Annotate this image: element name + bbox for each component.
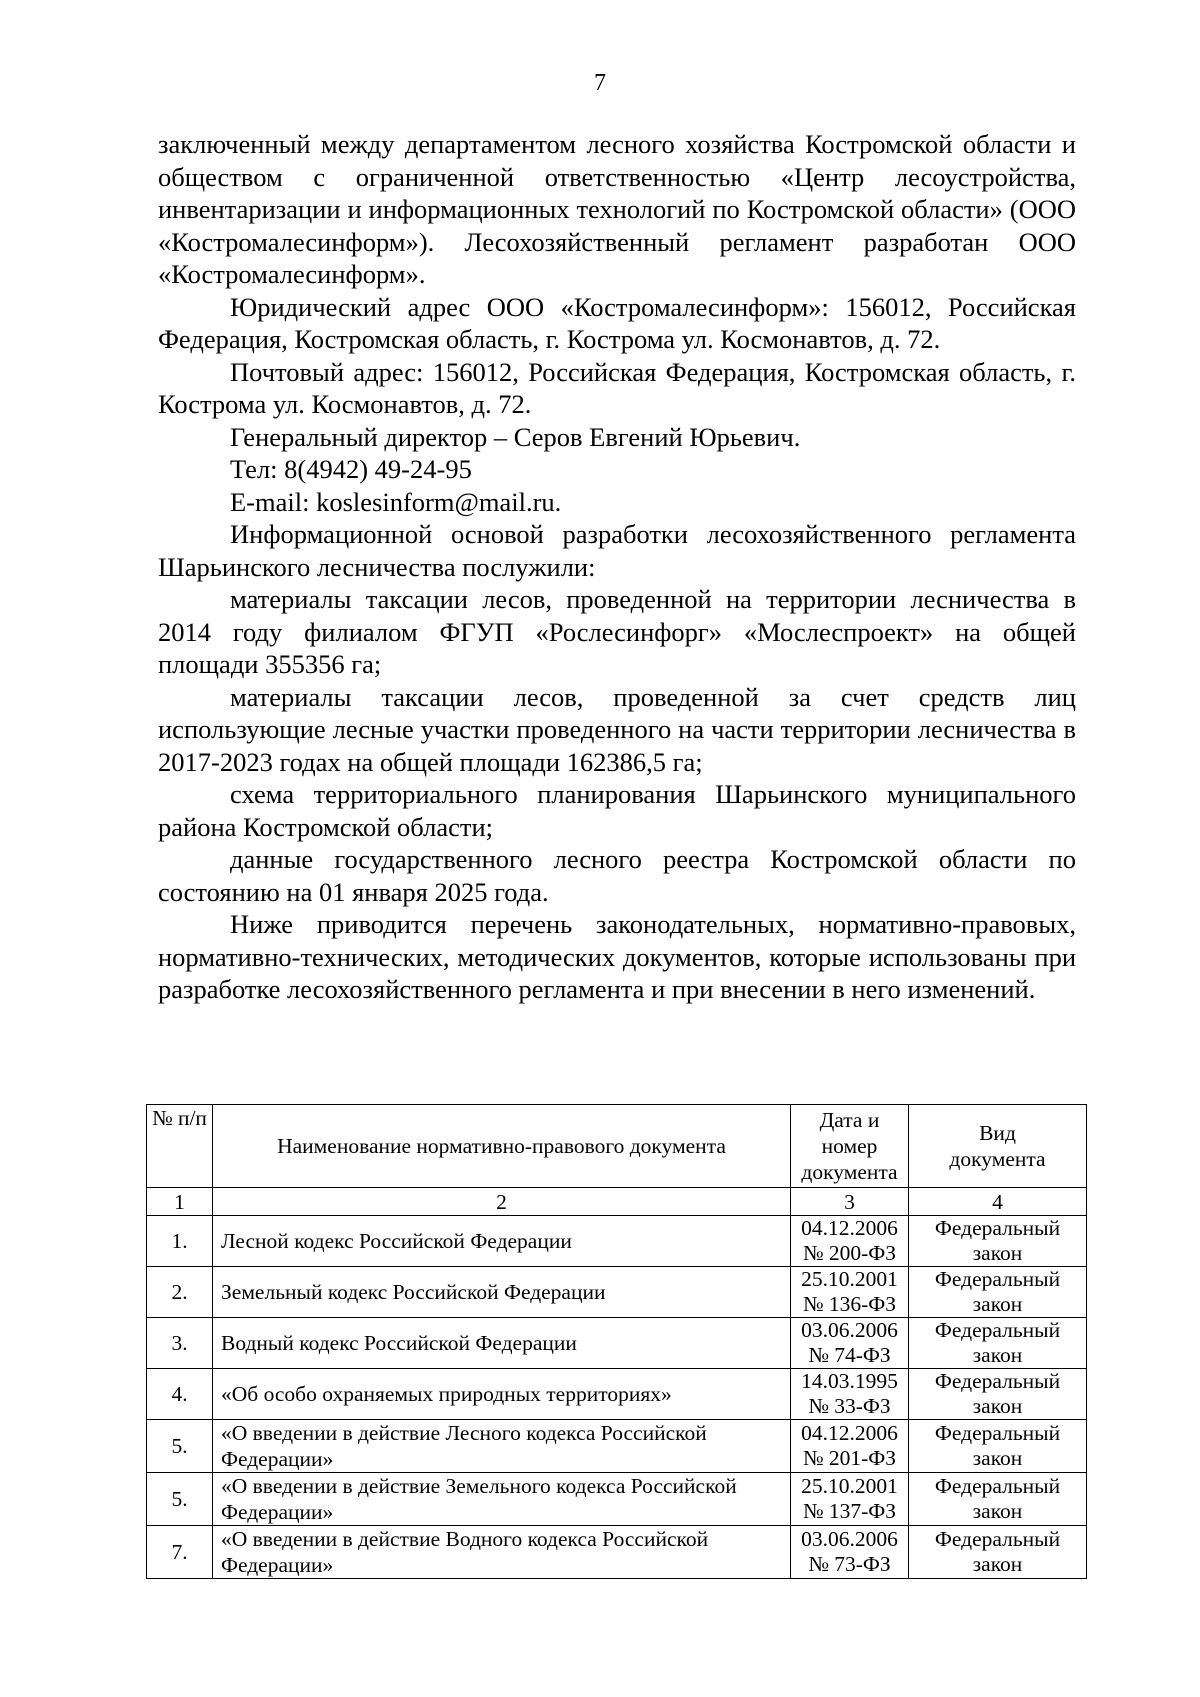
table-row: [147, 1216, 1087, 1267]
row-kind-line: закон: [972, 1552, 1023, 1576]
paragraph: E-mail: koslesinform@mail.ru.: [230, 486, 562, 517]
row-doc-number: № 73-ФЗ: [808, 1552, 891, 1576]
row-kind-line: Федеральный: [934, 1216, 1061, 1240]
row-num: 4.: [147, 1369, 213, 1420]
page-number: 7: [594, 70, 606, 96]
row-date: [791, 1267, 909, 1318]
row-date: [791, 1526, 909, 1579]
row-name: «О введении в действие Водного кодекса Российской Федерации»: [213, 1526, 791, 1579]
row-date: [791, 1420, 909, 1473]
row-name: Водный кодекс Российской Федерации: [213, 1318, 791, 1369]
paragraph: Генеральный директор – Серов Евгений Юрьевич.: [230, 421, 801, 452]
row-kind: [909, 1318, 1087, 1369]
paragraph: Тел: 8(4942) 49-24-95: [230, 454, 472, 484]
row-date: [791, 1473, 909, 1526]
table-row: [147, 1369, 1087, 1420]
row-doc-number: № 201-ФЗ: [802, 1446, 897, 1470]
row-date-value: 25.10.2001: [801, 1267, 898, 1291]
paragraph: Информационной основой разработки лесохозяйственного регламента Шарьинского лесничества послужили:: [158, 519, 1076, 582]
table-row: [147, 1526, 1087, 1579]
row-kind-line: Федеральный: [934, 1267, 1061, 1291]
paragraph: схема территориального планирования Шарьинского муниципального района Костромской области;: [158, 779, 1076, 842]
row-date-value: 04.12.2006: [801, 1216, 898, 1240]
row-num: 7.: [147, 1526, 213, 1579]
documents-table: [146, 1104, 1087, 1579]
paragraph: данные государственного лесного реестра Костромской области по состоянию на 01 января 2025 года.: [158, 844, 1076, 907]
column-number: 2: [213, 1188, 791, 1216]
paragraph: Ниже приводится перечень законодательных, нормативно-правовых, нормативно-технических, методических документов, которые использованы при разработке лесохозяйственного регламента и при внесении в него изменений.: [158, 909, 1076, 1004]
column-number: 4: [909, 1188, 1087, 1216]
row-date-value: 03.06.2006: [801, 1527, 898, 1551]
row-date-value: 03.06.2006: [801, 1318, 898, 1342]
row-date: [791, 1369, 909, 1420]
table-row: [147, 1473, 1087, 1526]
paragraph: Почтовый адрес: 156012, Российская Федерация, Костромская область, г. Кострома ул. Космонавтов, д. 72.: [158, 356, 1076, 419]
row-doc-number: № 137-ФЗ: [802, 1499, 897, 1523]
paragraph: материалы таксации лесов, проведенной на территории лесничества в 2014 году филиалом ФГУП «Рослесинфорг» «Мослеспроект» на общей площади 355356 га;: [158, 584, 1076, 679]
row-name: «Об особо охраняемых природных территориях»: [213, 1369, 791, 1420]
row-num: 3.: [147, 1318, 213, 1369]
row-kind-line: Федеральный: [934, 1474, 1061, 1498]
header-num: № п/п: [147, 1105, 213, 1188]
column-number: 1: [147, 1188, 213, 1216]
row-kind-line: Федеральный: [934, 1421, 1061, 1445]
row-date: [791, 1318, 909, 1369]
header-kind: Вид документа: [909, 1105, 1087, 1188]
column-number-row: [147, 1188, 1087, 1216]
column-number: 3: [791, 1188, 909, 1216]
row-num: 1.: [147, 1216, 213, 1267]
row-kind: [909, 1369, 1087, 1420]
row-kind-line: закон: [972, 1394, 1023, 1418]
row-doc-number: № 33-ФЗ: [808, 1394, 891, 1418]
row-date-value: 25.10.2001: [801, 1474, 898, 1498]
paragraph: материалы таксации лесов, проведенной за счет средств лиц использующие лесные участки проведенного на части территории лесничества в 2017-2023 годах на общей площади 162386,5 га;: [158, 681, 1076, 777]
header-date: Дата и номер документа: [791, 1105, 909, 1188]
row-doc-number: № 136-ФЗ: [802, 1292, 897, 1316]
body-text: [158, 128, 1076, 1006]
table-row: [147, 1420, 1087, 1473]
row-doc-number: № 74-ФЗ: [808, 1343, 891, 1367]
paragraph: заключенный между департаментом лесного хозяйства Костромской области и обществом с ограниченной ответственностью «Центр лесоустройства, инвентаризации и информационных технологий по Костромской области» (ООО «Костромалесинформ»). Лесохозяйственный регламент разработан ООО «Костромалесинформ».: [158, 129, 1076, 289]
row-kind: [909, 1473, 1087, 1526]
row-kind: [909, 1526, 1087, 1579]
row-kind: [909, 1216, 1087, 1267]
table-header-row: [147, 1105, 1087, 1188]
row-kind-line: закон: [972, 1292, 1023, 1316]
row-name: Лесной кодекс Российской Федерации: [213, 1216, 791, 1267]
row-kind-line: закон: [972, 1241, 1023, 1265]
row-name: «О введении в действие Лесного кодекса Российской Федерации»: [213, 1420, 791, 1473]
row-doc-number: № 200-ФЗ: [802, 1241, 897, 1265]
row-kind-line: Федеральный: [934, 1318, 1061, 1342]
row-date-value: 14.03.1995: [801, 1369, 898, 1393]
row-date-value: 04.12.2006: [801, 1421, 898, 1445]
table-row: [147, 1267, 1087, 1318]
row-kind-line: закон: [972, 1499, 1023, 1523]
table-row: [147, 1318, 1087, 1369]
row-kind-line: Федеральный: [934, 1527, 1061, 1551]
paragraph: Юридический адрес ООО «Костромалесинформ»: 156012, Российская Федерация, Костромская область, г. Кострома ул. Космонавтов, д. 72.: [158, 291, 1076, 354]
row-num: 5.: [147, 1473, 213, 1526]
row-num: 2.: [147, 1267, 213, 1318]
row-name: «О введении в действие Земельного кодекса Российской Федерации»: [213, 1473, 791, 1526]
row-kind-line: закон: [972, 1343, 1023, 1367]
row-kind: [909, 1420, 1087, 1473]
row-kind-line: закон: [972, 1446, 1023, 1470]
row-name: Земельный кодекс Российской Федерации: [213, 1267, 791, 1318]
row-kind-line: Федеральный: [934, 1369, 1061, 1393]
row-num: 5.: [147, 1420, 213, 1473]
header-name: Наименование нормативно-правового документа: [213, 1105, 791, 1188]
row-kind: [909, 1267, 1087, 1318]
row-date: [791, 1216, 909, 1267]
